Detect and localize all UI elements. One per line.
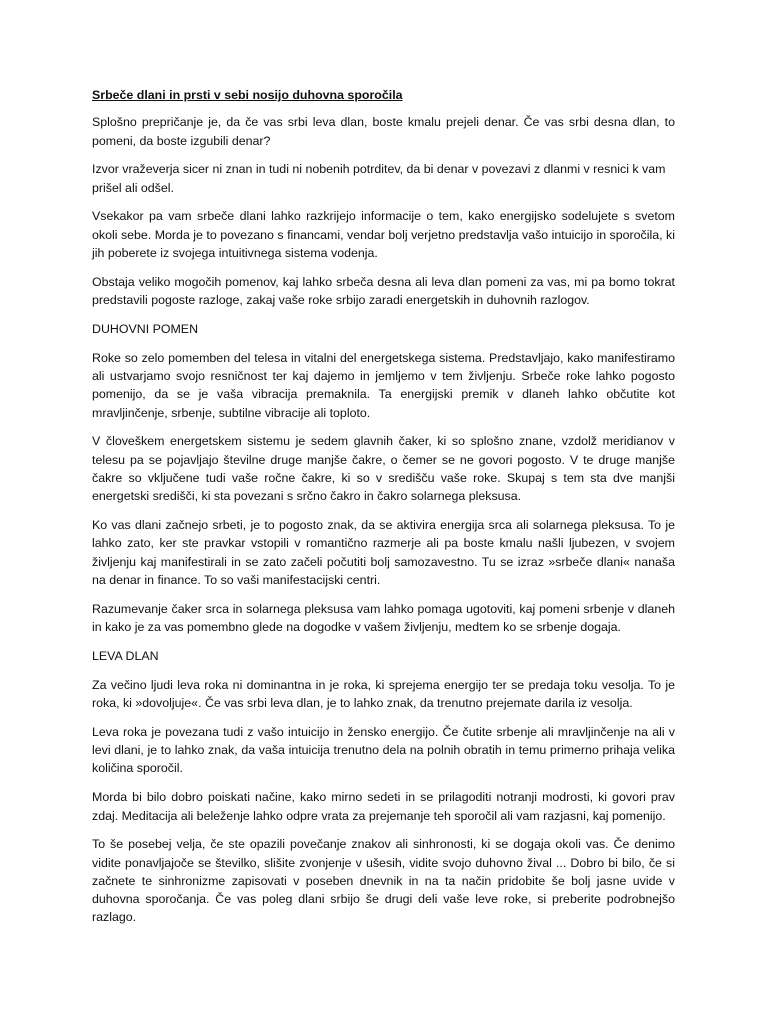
paragraph-left-palm-4: To še posebej velja, če ste opazili povečanje znakov ali sinhronosti, ki se dogaja okoli vas. Če denimo vidite ponavljajoče se številko, slišite zvonjenje v ušesih, vidite svojo duhovno žival ... Dobro bi bilo, če si začnete te sinhronizme zapisovati v poseben dnevnik in na ta način pridobite še bolj jasne uvide v duhovna sporočanja. Če vas poleg dlani srbijo še drugi deli vaše leve roke, si preberite podrobnejšo razlago. (92, 837, 675, 925)
document-title: Srbeče dlani in prsti v sebi nosijo duhovna sporočila (92, 88, 403, 102)
paragraph-intro-2: Izvor vraževerja sicer ni znan in tudi ni nobenih potrditev, da bi denar v povezavi z dlanmi v resnici k vam prišel ali odšel. (92, 162, 666, 195)
paragraph-intro-4: Obstaja veliko mogočih pomenov, kaj lahko srbeča desna ali leva dlan pomeni za vas, mi pa bomo tokrat predstavili pogoste razloge, zakaj vaše roke srbijo zaradi energetskih in duhovnih razlogov. (92, 274, 675, 308)
section-heading-leva-dlan: LEVA DLAN (92, 648, 159, 663)
paragraph-intro-3: Vsekakor pa vam srbeče dlani lahko razkrijejo informacije o tem, kako energijsko sodelujete s svetom okoli sebe. Morda je to povezano s financami, vendar bolj verjetno predstavlja vašo intuicijo in sporočila, ki jih poberete iz svojega intuitivnega sistema vodenja. (92, 209, 675, 261)
document-body (92, 86, 675, 937)
paragraph-spiritual-2: V človeškem energetskem sistemu je sedem glavnih čaker, ki so splošno znane, vzdolž meridianov v telesu pa se pojavljajo številne druge manjše čakre, o čemer se ne govori pogosto. V te druge manjše čakre so vključene tudi vaše ročne čakre, ki so v središču vaše roke. Skupaj s tem sta dve manjši energetski središči, ki sta povezani s srčno čakro in čakro solarnega pleksusa. (92, 434, 675, 504)
paragraph-left-palm-1: Za večino ljudi leva roka ni dominantna in je roka, ki sprejema energijo ter se predaja toku vesolja. To je roka, ki »dovoljuje«. Če vas srbi leva dlan, je to lahko znak, da trenutno prejemate darila iz vesolja. (92, 677, 675, 711)
paragraph-spiritual-1: Roke so zelo pomemben del telesa in vitalni del energetskega sistema. Predstavljajo, kako manifestiramo ali ustvarjamo svojo resničnost ter kaj dajemo in jemljemo v tem življenju. Srbeče roke lahko pogosto pomenijo, da se je vaša vibracija premaknila. Ta energijski premik v dlaneh lahko občutite kot mravljinčenje, srbenje, subtilne vibracije ali toploto. (92, 350, 675, 420)
section-heading-duhovni-pomen: DUHOVNI POMEN (92, 321, 199, 336)
paragraph-spiritual-4: Razumevanje čaker srca in solarnega pleksusa vam lahko pomaga ugotoviti, kaj pomeni srbenje v dlaneh in kako je za vas pomembno glede na dogodke v vašem življenju, medtem ko se srbenje dogaja. (92, 601, 675, 635)
paragraph-left-palm-2: Leva roka je povezana tudi z vašo intuicijo in žensko energijo. Če čutite srbenje ali mravljinčenje na ali v levi dlani, je to lahko znak, da vaša intuicija trenutno dela na polnih obratih in temu primerno prihaja velika količina sporočil. (92, 724, 675, 776)
paragraph-left-palm-3: Morda bi bilo dobro poiskati načine, kako mirno sedeti in se prilagoditi notranji modrosti, ki govori prav zdaj. Meditacija ali beleženje lahko odpre vrata za prejemanje teh sporočil ali vam razjasni, kaj pomenijo. (92, 790, 675, 823)
paragraph-intro-1: Splošno prepričanje je, da če vas srbi leva dlan, boste kmalu prejeli denar. Če vas srbi desna dlan, to pomeni, da boste izgubili denar? (92, 115, 675, 148)
paragraph-spiritual-3: Ko vas dlani začnejo srbeti, je to pogosto znak, da se aktivira energija srca ali solarnega pleksusa. To je lahko zato, ker ste pravkar vstopili v romantično razmerje ali pa boste kmalu našli ljubezen, v svojem življenju kaj manifestirali in se zato začeli počutiti bolj samozavestno. Tu se izraz »srbeče dlani« nanaša na denar in finance. To so vaši manifestacijski centri. (92, 518, 675, 588)
